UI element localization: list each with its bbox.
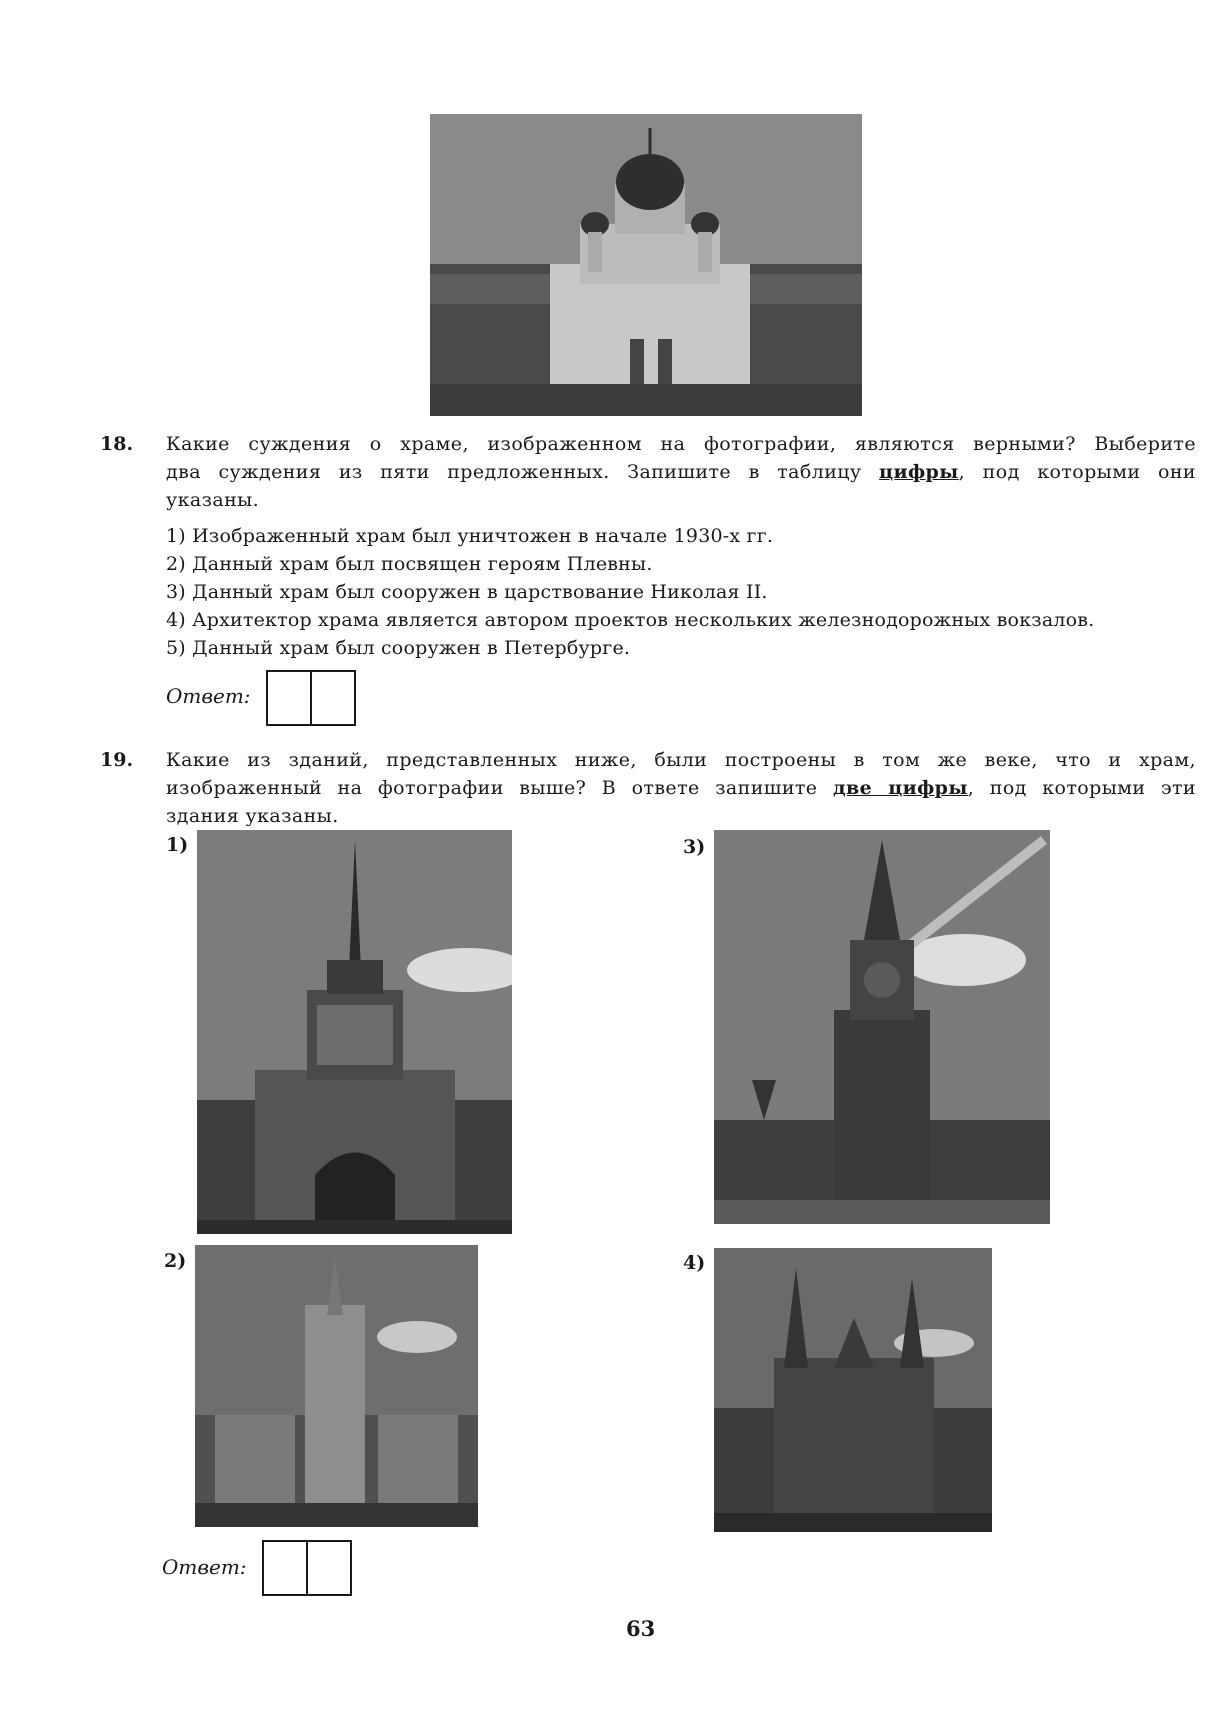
emphasis-two-digits: две цифры — [832, 777, 968, 799]
msu-photo — [195, 1245, 478, 1527]
admiralty-photo — [197, 830, 512, 1234]
page-number: 63 — [626, 1616, 656, 1641]
question-19-number: 19. — [100, 749, 134, 771]
q19-answer-cell-2[interactable] — [306, 1542, 350, 1594]
q19-answer-box[interactable] — [262, 1540, 352, 1596]
q18-answer-box[interactable] — [266, 670, 356, 726]
image-label-4: 4) — [683, 1252, 706, 1274]
q19-answer-cell-1[interactable] — [264, 1542, 306, 1594]
q18-option-4: 4) Архитектор храма является автором проектов нескольких железнодорожных вокзалов. — [166, 609, 1095, 631]
question-18-number: 18. — [100, 433, 134, 455]
q18-option-2: 2) Данный храм был посвящен героям Плевны. — [166, 553, 653, 575]
question-18-text — [166, 430, 1196, 514]
question-18-line-2: два суждения из пяти предложенных. Запишите в таблицу цифры, под которыми они — [166, 461, 1196, 483]
image-label-2: 2) — [164, 1250, 187, 1272]
question-18-line-1: Какие суждения о храме, изображенном на фотографии, являются верными? Выберите — [166, 433, 1196, 455]
q19-answer-label: Ответ: — [162, 1555, 247, 1579]
q18-option-1: 1) Изображенный храм был уничтожен в начале 1930-х гг. — [166, 525, 774, 547]
emphasis-digits: цифры — [879, 461, 959, 483]
question-18-line-3: указаны. — [166, 489, 260, 511]
q18-answer-cell-2[interactable] — [310, 672, 354, 724]
historical-museum-photo — [714, 1248, 992, 1532]
q18-option-5: 5) Данный храм был сооружен в Петербурге. — [166, 637, 631, 659]
q18-answer-label: Ответ: — [166, 684, 251, 708]
cathedral-photo — [430, 114, 862, 416]
q18-answer-cell-1[interactable] — [268, 672, 310, 724]
question-19-line-3: здания указаны. — [166, 805, 339, 827]
q18-option-3: 3) Данный храм был сооружен в царствование Николая II. — [166, 581, 768, 603]
image-label-3: 3) — [683, 836, 706, 858]
question-19-line-1: Какие из зданий, представленных ниже, были построены в том же веке, что и храм, — [166, 749, 1196, 771]
question-19-line-2: изображенный на фотографии выше? В ответе запишите две цифры, под которыми эти — [166, 777, 1196, 799]
question-19-text — [166, 746, 1196, 830]
image-label-1: 1) — [166, 834, 189, 856]
spasskaya-tower-photo — [714, 830, 1050, 1224]
